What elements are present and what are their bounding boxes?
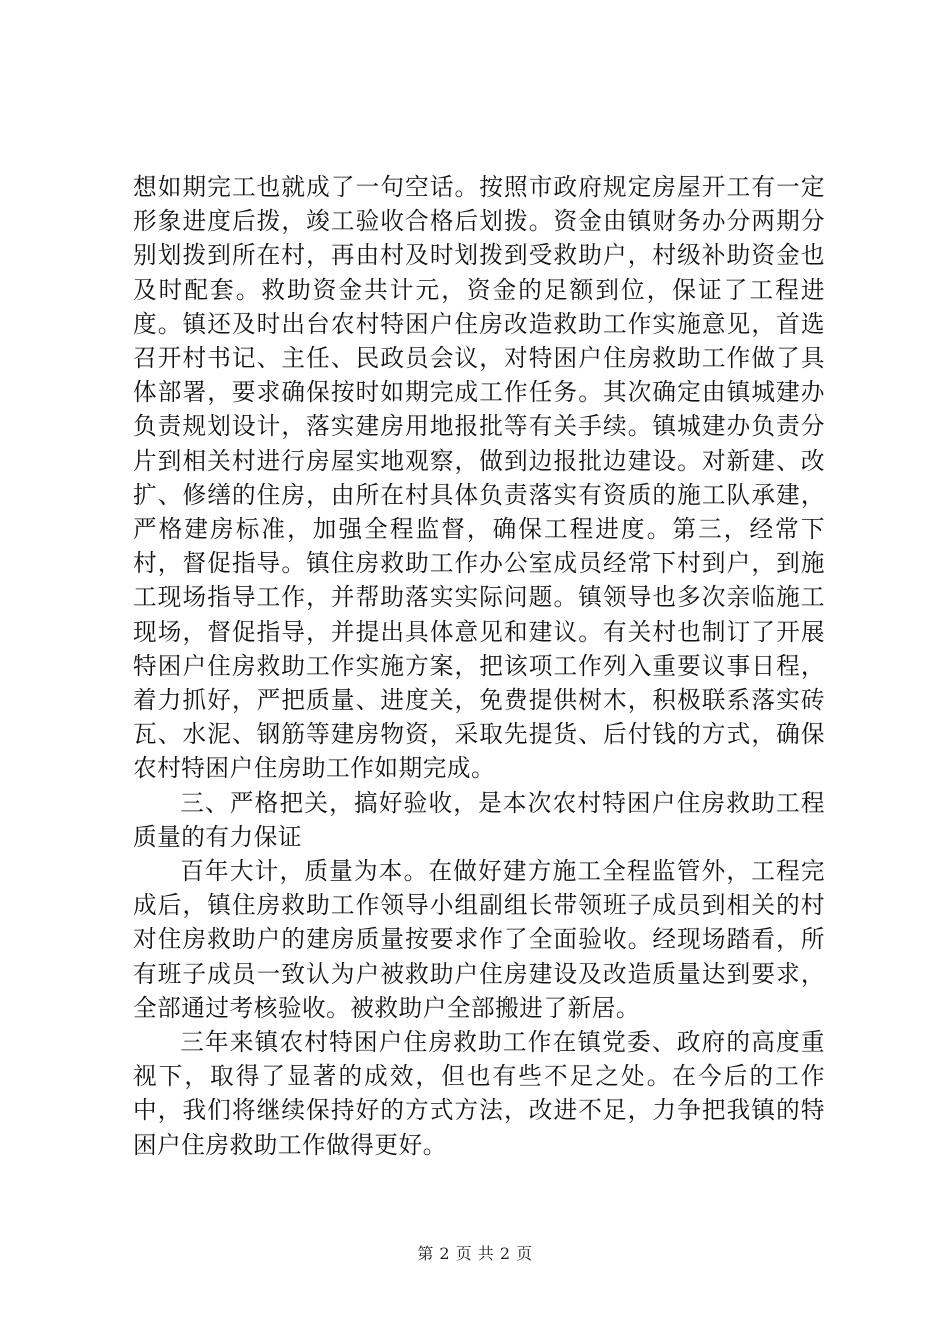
page-number-label: 第 2 页 共 2 页 — [417, 1244, 533, 1263]
paragraph-3: 三年来镇农村特困户住房救助工作在镇党委、政府的高度重视下，取得了显著的成效，但也有些不足之处。在今后的工作中，我们将继续保持好的方式方法，改进不足，力争把我镇的特困户住房救助工作做得更好。 — [133, 1028, 825, 1159]
paragraph-1: 想如期完工也就成了一句空话。按照市政府规定房屋开工有一定形象进度后拨，竣工验收合格后划拨。资金由镇财务办分两期分别划拨到所在村，再由村及时划拨到受救助户，村级补助资金也及时配套。救助资金共计元，资金的足额到位，保证了工程进度。镇还及时出台农村特困户住房改造救助工作实施意见，首选召开村书记、主任、民政员会议，对特困户住房救助工作做了具体部署，要求确保按时如期完成工作任务。其次确定由镇城建办负责规划设计，落实建房用地报批等有关手续。镇城建办负责分片到相关村进行房屋实地观察，做到边报批边建设。对新建、改扩、修缮的住房，由所在村具体负责落实有资质的施工队承建，严格建房标准，加强全程监督，确保工程进度。第三，经常下村，督促指导。镇住房救助工作办公室成员经常下村到户，到施工现场指导工作，并帮助落实实际问题。镇领导也多次亲临施工现场，督促指导，并提出具体意见和建议。有关村也制订了开展特困户住房救助工作实施方案，把该项工作列入重要议事日程，着力抓好，严把质量、进度关，免费提供树木，积极联系落实砖瓦、水泥、钢筋等建房物资，采取先提货、后付钱的方式，确保农村特困户住房助工作如期完成。 — [133, 173, 825, 783]
section-heading-3: 三、严格把关，搞好验收，是本次农村特困户住房救助工程质量的有力保证 — [133, 788, 825, 851]
page-footer — [0, 1244, 950, 1264]
document-body — [133, 170, 825, 1162]
paragraph-2: 百年大计，质量为本。在做好建方施工全程监管外，工程完成后，镇住房救助工作领导小组副组长带领班子成员到相关的村对住房救助户的建房质量按要求作了全面验收。经现场踏看，所有班子成员一致认为户被救助户住房建设及改造质量达到要求，全部通过考核验收。被救助户全部搬进了新居。 — [133, 857, 825, 1022]
